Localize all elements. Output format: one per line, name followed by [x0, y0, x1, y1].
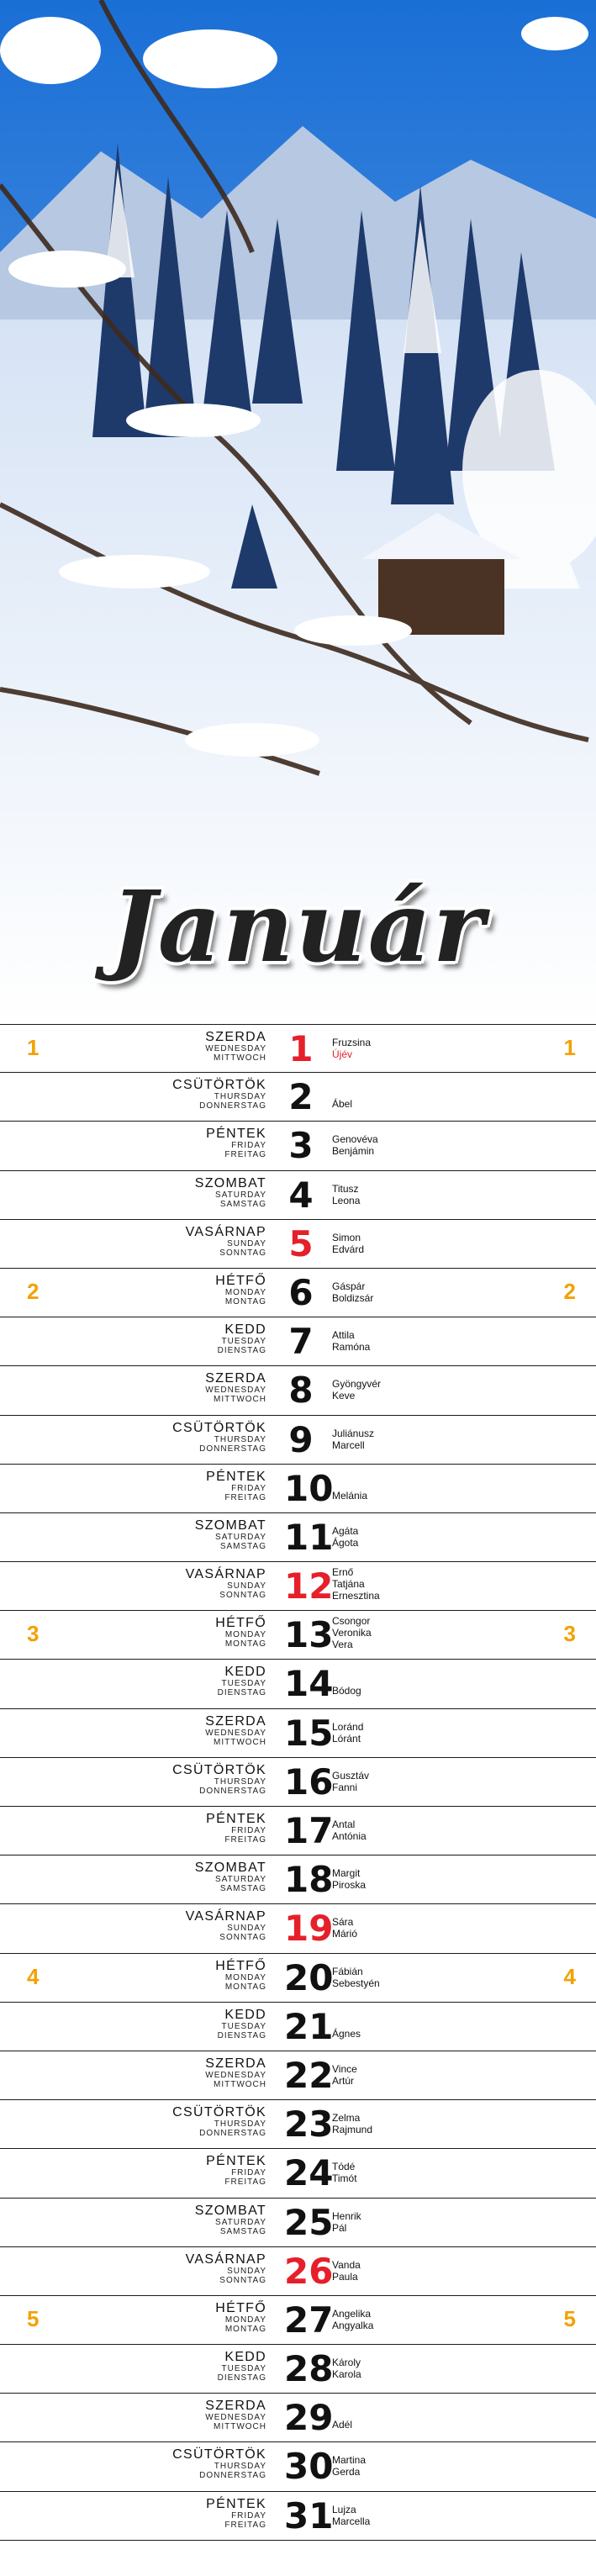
- name-days: [332, 2454, 366, 2478]
- day-row: [0, 2296, 596, 2345]
- weekday-label: [65, 1127, 266, 1159]
- name-days: [332, 2063, 357, 2087]
- week-number-right: 1: [563, 1035, 576, 1060]
- name-days: [332, 1133, 378, 1157]
- name-day: Csongor: [332, 1615, 371, 1628]
- weekday-label: [65, 1322, 266, 1355]
- name-days: [332, 1280, 373, 1304]
- weekday-english: FRIDAY: [231, 2510, 266, 2521]
- day-row: [0, 1122, 596, 1170]
- name-day: Márió: [332, 1928, 358, 1940]
- weekday-english: THURSDAY: [214, 2119, 266, 2130]
- weekday-german: SAMSTAG: [219, 1884, 266, 1894]
- weekday-german: FREITAG: [224, 2520, 266, 2530]
- name-days: [332, 1490, 367, 1502]
- weekday-hungarian: VASÁRNAP: [185, 1224, 266, 1239]
- name-days: [332, 1770, 369, 1793]
- weekday-german: MITTWOCH: [214, 2079, 266, 2089]
- weekday-hungarian: PÉNTEK: [206, 2496, 266, 2511]
- name-day: Rajmund: [332, 2124, 373, 2136]
- day-number: 9: [288, 1418, 314, 1460]
- name-days: [332, 1819, 367, 1842]
- weekday-label: [65, 2056, 266, 2089]
- weekday-english: FRIDAY: [231, 1141, 266, 1151]
- weekday-hungarian: VASÁRNAP: [185, 1567, 266, 1582]
- weekday-hungarian: KEDD: [224, 2007, 266, 2022]
- weekday-hungarian: HÉTFŐ: [215, 1273, 266, 1288]
- weekday-label: [65, 2105, 266, 2138]
- name-days: [332, 2161, 357, 2184]
- day-number: 17: [284, 1810, 334, 1851]
- name-days: [332, 1037, 371, 1060]
- day-number: 29: [284, 2397, 334, 2439]
- weekday-hungarian: SZERDA: [205, 2399, 266, 2414]
- weekday-english: SATURDAY: [215, 1532, 266, 1542]
- weekday-english: WEDNESDAY: [205, 1386, 266, 1396]
- day-number: 7: [288, 1321, 314, 1363]
- name-day: Melánia: [332, 1489, 368, 1502]
- weekday-hungarian: SZERDA: [205, 2056, 266, 2071]
- weekday-english: THURSDAY: [214, 1092, 266, 1102]
- weekday-label: [65, 1909, 266, 1942]
- weekday-label: [65, 1470, 266, 1502]
- name-day: Paula: [332, 2270, 358, 2283]
- day-number: 22: [284, 2054, 334, 2096]
- weekday-german: DONNERSTAG: [199, 1101, 266, 1111]
- day-row: [0, 1416, 596, 1465]
- weekday-german: FREITAG: [224, 1492, 266, 1502]
- day-row: [0, 2199, 596, 2247]
- week-number-left: 2: [27, 1278, 40, 1304]
- name-day: Antónia: [332, 1830, 367, 1842]
- name-day: Gáspár: [332, 1280, 366, 1292]
- calendar-grid: [0, 1024, 596, 2541]
- day-number: 24: [284, 2152, 334, 2194]
- name-days: [332, 1916, 357, 1940]
- weekday-hungarian: HÉTFŐ: [215, 1616, 266, 1631]
- weekday-german: FREITAG: [224, 2177, 266, 2188]
- weekday-hungarian: KEDD: [224, 2350, 266, 2365]
- weekday-english: TUESDAY: [221, 2021, 266, 2031]
- name-days: [332, 1966, 380, 1989]
- day-number: 28: [284, 2348, 334, 2390]
- weekday-label: [65, 1616, 266, 1649]
- weekday-label: [65, 2497, 266, 2530]
- weekday-label: [65, 1225, 266, 1258]
- name-day: Benjámin: [332, 1145, 375, 1158]
- weekday-german: MONTAG: [224, 1982, 266, 1992]
- weekday-german: DIENSTAG: [217, 1688, 266, 1698]
- day-number: 30: [284, 2446, 334, 2488]
- day-number: 31: [284, 2494, 334, 2536]
- weekday-label: [65, 2008, 266, 2040]
- name-day: Tatjána: [332, 1578, 365, 1591]
- day-row: [0, 2100, 596, 2149]
- weekday-label: [65, 1518, 266, 1551]
- day-number: 14: [284, 1663, 334, 1705]
- name-day: Keve: [332, 1390, 356, 1402]
- weekday-english: THURSDAY: [214, 1434, 266, 1444]
- weekday-label: [65, 2154, 266, 2187]
- name-day: Loránd: [332, 1720, 364, 1733]
- name-day: Lóránt: [332, 1732, 361, 1745]
- weekday-hungarian: PÉNTEK: [206, 1812, 266, 1826]
- name-day: Antal: [332, 1819, 356, 1830]
- weekday-label: [65, 2301, 266, 2334]
- day-number: 21: [284, 2005, 334, 2047]
- day-row: [0, 2247, 596, 2296]
- weekday-english: WEDNESDAY: [205, 1728, 266, 1738]
- day-row: [0, 1465, 596, 1513]
- name-day: Fanni: [332, 1781, 358, 1793]
- weekday-english: TUESDAY: [221, 2364, 266, 2374]
- day-row: [0, 1220, 596, 1269]
- weekday-label: [65, 2447, 266, 2480]
- weekday-german: SONNTAG: [219, 1933, 266, 1943]
- weekday-hungarian: CSÜTÖRTÖK: [172, 1078, 266, 1093]
- weekday-hungarian: CSÜTÖRTÖK: [172, 1762, 266, 1777]
- weekday-hungarian: CSÜTÖRTÖK: [172, 2447, 266, 2463]
- day-row: [0, 2003, 596, 2051]
- day-number: 4: [288, 1174, 314, 1216]
- week-number-right: 4: [563, 1963, 576, 1989]
- name-days: [332, 1098, 352, 1110]
- name-day: Genovéva: [332, 1133, 378, 1146]
- weekday-german: MITTWOCH: [214, 1737, 266, 1747]
- name-days: [332, 1685, 361, 1697]
- name-day: Ágnes: [332, 2027, 361, 2040]
- name-day: Attila: [332, 1329, 355, 1342]
- weekday-english: SUNDAY: [227, 2266, 266, 2276]
- day-number: 16: [284, 1760, 334, 1803]
- weekday-german: DONNERSTAG: [199, 2129, 266, 2139]
- day-number: 8: [288, 1370, 314, 1412]
- name-day: Fruzsina: [332, 1037, 372, 1048]
- name-day: Simon: [332, 1231, 361, 1243]
- name-days: [332, 1232, 364, 1255]
- weekday-hungarian: CSÜTÖRTÖK: [172, 2105, 266, 2120]
- name-day: Edvárd: [332, 1243, 365, 1255]
- weekday-english: MONDAY: [224, 2315, 266, 2325]
- weekday-hungarian: PÉNTEK: [206, 1469, 266, 1484]
- weekday-label: [65, 1567, 266, 1600]
- day-row: [0, 2345, 596, 2394]
- weekday-german: DONNERSTAG: [199, 1786, 266, 1796]
- day-row: [0, 1758, 596, 1807]
- name-day: Piroska: [332, 1879, 367, 1892]
- day-row: [0, 1366, 596, 1415]
- weekday-label: [65, 1078, 266, 1111]
- day-number: 11: [284, 1516, 334, 1558]
- name-day: Marcell: [332, 1438, 365, 1451]
- day-number: 1: [288, 1028, 314, 1069]
- name-day: Ábel: [332, 1098, 353, 1111]
- day-row: [0, 1024, 596, 1073]
- name-days: [332, 1566, 380, 1602]
- name-day: Pál: [332, 2221, 347, 2234]
- day-row: [0, 1269, 596, 1317]
- weekday-german: SAMSTAG: [219, 1541, 266, 1551]
- month-title: Január: [110, 870, 486, 984]
- weekday-german: DONNERSTAG: [199, 1444, 266, 1454]
- week-number-right: 5: [563, 2305, 576, 2331]
- weekday-english: MONDAY: [224, 1972, 266, 1982]
- day-number: 2: [288, 1076, 314, 1118]
- name-day: Ernő: [332, 1566, 354, 1579]
- weekday-german: SONNTAG: [219, 2275, 266, 2285]
- name-days: [332, 1378, 381, 1401]
- name-days: [332, 1867, 366, 1891]
- day-row: [0, 1073, 596, 1122]
- weekday-label: [65, 1371, 266, 1404]
- day-number: 19: [284, 1908, 334, 1950]
- name-days: [332, 2504, 370, 2527]
- name-day: Sebestyén: [332, 1977, 380, 1989]
- weekday-english: SATURDAY: [215, 1190, 266, 1200]
- weekday-hungarian: HÉTFŐ: [215, 2300, 266, 2315]
- weekday-english: THURSDAY: [214, 1776, 266, 1787]
- weekday-german: MONTAG: [224, 1639, 266, 1650]
- day-number: 6: [288, 1271, 314, 1313]
- holiday-label: Újév: [332, 1048, 353, 1060]
- name-days: [332, 1721, 363, 1745]
- week-number-right: 3: [563, 1621, 576, 1647]
- weekday-english: WEDNESDAY: [205, 1044, 266, 1053]
- name-days: [332, 2210, 361, 2234]
- name-day: Ernesztina: [332, 1590, 380, 1602]
- day-row: [0, 1171, 596, 1220]
- day-row: [0, 2149, 596, 2198]
- weekday-german: MITTWOCH: [214, 2422, 266, 2432]
- weekday-label: [65, 1274, 266, 1306]
- weekday-german: MITTWOCH: [214, 1053, 266, 1063]
- weekday-label: [65, 1030, 266, 1063]
- weekday-label: [65, 1861, 266, 1893]
- weekday-hungarian: SZOMBAT: [194, 1861, 266, 1876]
- name-day: Marcella: [332, 2515, 371, 2527]
- weekday-hungarian: SZERDA: [205, 1371, 266, 1386]
- weekday-label: [65, 1763, 266, 1796]
- week-number-right: 2: [563, 1278, 576, 1304]
- weekday-german: DIENSTAG: [217, 1346, 266, 1356]
- name-day: Margit: [332, 1867, 361, 1880]
- name-days: [332, 2112, 372, 2135]
- name-day: Titusz: [332, 1182, 359, 1195]
- weekday-label: [65, 2252, 266, 2285]
- day-number: 3: [288, 1125, 314, 1167]
- weekday-hungarian: KEDD: [224, 1665, 266, 1680]
- day-row: [0, 1954, 596, 2003]
- weekday-english: SATURDAY: [215, 2217, 266, 2227]
- weekday-hungarian: SZOMBAT: [194, 2203, 266, 2218]
- day-number: 20: [284, 1956, 334, 1998]
- name-days: [332, 2259, 361, 2283]
- weekday-english: WEDNESDAY: [205, 2413, 266, 2423]
- weekday-hungarian: CSÜTÖRTÖK: [172, 1420, 266, 1435]
- weekday-german: MITTWOCH: [214, 1395, 266, 1405]
- name-days: [332, 2308, 373, 2331]
- weekday-label: [65, 1959, 266, 1992]
- name-day: Leona: [332, 1194, 361, 1206]
- name-day: Timót: [332, 2172, 357, 2185]
- name-day: Juliánusz: [332, 1427, 375, 1439]
- weekday-english: MONDAY: [224, 1630, 266, 1640]
- day-row: [0, 2442, 596, 2491]
- day-row: [0, 1317, 596, 1366]
- weekday-hungarian: KEDD: [224, 1322, 266, 1338]
- weekday-english: SUNDAY: [227, 1924, 266, 1934]
- weekday-english: TUESDAY: [221, 1679, 266, 1689]
- name-day: Gyöngyvér: [332, 1378, 382, 1391]
- name-day: Vince: [332, 2062, 357, 2075]
- day-row: [0, 1660, 596, 1708]
- day-row: [0, 1562, 596, 1611]
- name-days: [332, 2028, 361, 2040]
- weekday-hungarian: SZERDA: [205, 1713, 266, 1729]
- weekday-english: FRIDAY: [231, 1826, 266, 1835]
- day-number: 12: [284, 1565, 334, 1607]
- day-row: [0, 1513, 596, 1562]
- day-number: 10: [284, 1467, 334, 1509]
- name-day: Angyalka: [332, 2319, 374, 2331]
- weekday-german: MONTAG: [224, 1296, 266, 1306]
- weekday-german: SONNTAG: [219, 1248, 266, 1258]
- name-day: Ramóna: [332, 1341, 371, 1354]
- day-row: [0, 2394, 596, 2442]
- name-days: [332, 2357, 361, 2380]
- name-day: Angelika: [332, 2307, 372, 2320]
- name-day: Martina: [332, 2454, 367, 2467]
- weekday-english: SUNDAY: [227, 1581, 266, 1592]
- day-row: [0, 1807, 596, 1855]
- day-row: [0, 1709, 596, 1758]
- weekday-english: FRIDAY: [231, 1483, 266, 1493]
- name-day: Gerda: [332, 2466, 361, 2478]
- weekday-label: [65, 2350, 266, 2383]
- weekday-english: FRIDAY: [231, 2168, 266, 2178]
- name-day: Boldizsár: [332, 1291, 374, 1304]
- week-number-left: 5: [27, 2305, 40, 2331]
- name-day: Vera: [332, 1639, 353, 1651]
- day-number: 18: [284, 1859, 334, 1901]
- weekday-label: [65, 1421, 266, 1454]
- name-day: Vanda: [332, 2258, 361, 2271]
- weekday-english: SUNDAY: [227, 1238, 266, 1248]
- weekday-german: SAMSTAG: [219, 2226, 266, 2236]
- week-number-left: 1: [27, 1035, 40, 1060]
- weekday-english: SATURDAY: [215, 1875, 266, 1885]
- winter-landscape-photo: [0, 0, 596, 1024]
- day-row: [0, 1904, 596, 1953]
- weekday-german: DONNERSTAG: [199, 2471, 266, 2481]
- weekday-german: SAMSTAG: [219, 1199, 266, 1209]
- name-day: Bódog: [332, 1685, 361, 1697]
- name-day: Karola: [332, 2368, 361, 2381]
- day-number: 15: [284, 1712, 334, 1754]
- name-days: [332, 1615, 372, 1650]
- day-row: [0, 1855, 596, 1904]
- day-number: 5: [288, 1222, 314, 1264]
- weekday-german: DIENSTAG: [217, 2030, 266, 2040]
- name-day: Agáta: [332, 1524, 359, 1537]
- week-number-left: 4: [27, 1963, 40, 1989]
- name-day: Artúr: [332, 2074, 355, 2087]
- weekday-hungarian: HÉTFŐ: [215, 1958, 266, 1973]
- name-days: [332, 1428, 374, 1451]
- day-row: [0, 2492, 596, 2541]
- weekday-english: TUESDAY: [221, 1337, 266, 1347]
- name-day: Zelma: [332, 2112, 361, 2125]
- weekday-german: SONNTAG: [219, 1591, 266, 1601]
- weekday-german: MONTAG: [224, 2324, 266, 2334]
- week-number-left: 3: [27, 1621, 40, 1647]
- weekday-label: [65, 1714, 266, 1747]
- name-day: Adél: [332, 2419, 353, 2431]
- weekday-german: DIENSTAG: [217, 2373, 266, 2383]
- day-row: [0, 1611, 596, 1660]
- name-days: [332, 1183, 360, 1206]
- name-day: Sára: [332, 1916, 354, 1929]
- weekday-german: FREITAG: [224, 1150, 266, 1160]
- weekday-label: [65, 2204, 266, 2236]
- name-day: Veronika: [332, 1627, 372, 1639]
- name-day: Tódé: [332, 2161, 356, 2173]
- name-days: [332, 1525, 358, 1549]
- day-number: 25: [284, 2201, 334, 2243]
- weekday-english: MONDAY: [224, 1287, 266, 1297]
- weekday-hungarian: SZERDA: [205, 1030, 266, 1044]
- day-number: 13: [284, 1614, 334, 1656]
- day-number: 26: [284, 2250, 334, 2292]
- day-number: 23: [284, 2104, 334, 2146]
- weekday-label: [65, 1665, 266, 1697]
- weekday-german: FREITAG: [224, 1835, 266, 1845]
- weekday-english: THURSDAY: [214, 2462, 266, 2472]
- weekday-hungarian: PÉNTEK: [206, 1127, 266, 1142]
- name-day: Lujza: [332, 2503, 356, 2515]
- name-day: Gusztáv: [332, 1769, 370, 1782]
- weekday-hungarian: SZOMBAT: [194, 1175, 266, 1190]
- name-days: [332, 2419, 352, 2431]
- name-day: Fábián: [332, 1965, 363, 1977]
- weekday-english: WEDNESDAY: [205, 2070, 266, 2080]
- day-number: 27: [284, 2299, 334, 2341]
- weekday-hungarian: VASÁRNAP: [185, 1909, 266, 1924]
- day-row: [0, 2051, 596, 2100]
- weekday-hungarian: SZOMBAT: [194, 1518, 266, 1533]
- weekday-label: [65, 1176, 266, 1209]
- name-days: [332, 1329, 370, 1353]
- weekday-label: [65, 1812, 266, 1845]
- name-day: Károly: [332, 2357, 361, 2369]
- weekday-hungarian: VASÁRNAP: [185, 2251, 266, 2267]
- weekday-label: [65, 2399, 266, 2431]
- name-day: Henrik: [332, 2209, 361, 2222]
- weekday-hungarian: PÉNTEK: [206, 2154, 266, 2169]
- name-day: Ágota: [332, 1536, 359, 1549]
